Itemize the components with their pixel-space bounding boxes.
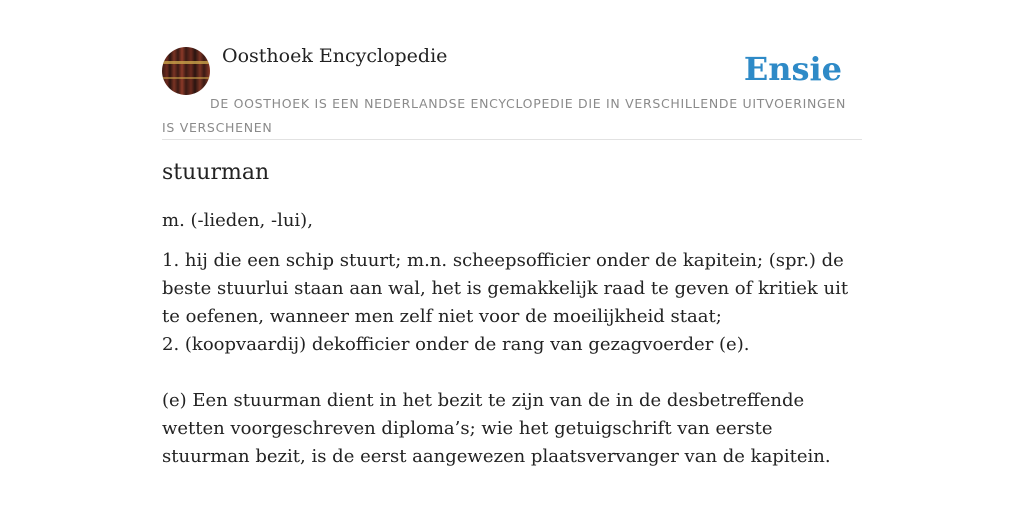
- article: [162, 160, 862, 483]
- definition-1: 1. hij die een schip stuurt; m.n. scheepsofficier onder de kapitein; (spr.) de beste stuurlui staan aan wal, het is gemakkelijk raad te geven of kritiek uit te oefenen, wanneer men zelf niet voor de moeilijkheid staat;: [162, 250, 849, 327]
- note-paragraph: (e) Een stuurman dient in het bezit te zijn van de in de desbetreffende wetten voorgeschreven diploma’s; wie het getuigschrift van eerste stuurman bezit, is de eerst aangewezen plaatsvervanger van de kapitein.: [162, 390, 831, 467]
- encyclopedia-avatar[interactable]: [162, 47, 210, 95]
- site-header: [162, 40, 862, 140]
- definition-2: 2. (koopvaardij) dekofficier onder de rang van gezagvoerder (e).: [162, 334, 750, 355]
- article-title: stuurman: [162, 160, 270, 185]
- ensie-logo-link[interactable]: Ensie: [743, 50, 842, 88]
- site-subtitle: DE OOSTHOEK IS EEN NEDERLANDSE ENCYCLOPEDIE DIE IN VERSCHILLENDE UITVOERINGEN IS VERSCHENEN: [162, 96, 847, 135]
- grammar-info: m. (-lieden, -lui),: [162, 210, 313, 231]
- site-title-link[interactable]: Oosthoek Encyclopedie: [222, 45, 448, 67]
